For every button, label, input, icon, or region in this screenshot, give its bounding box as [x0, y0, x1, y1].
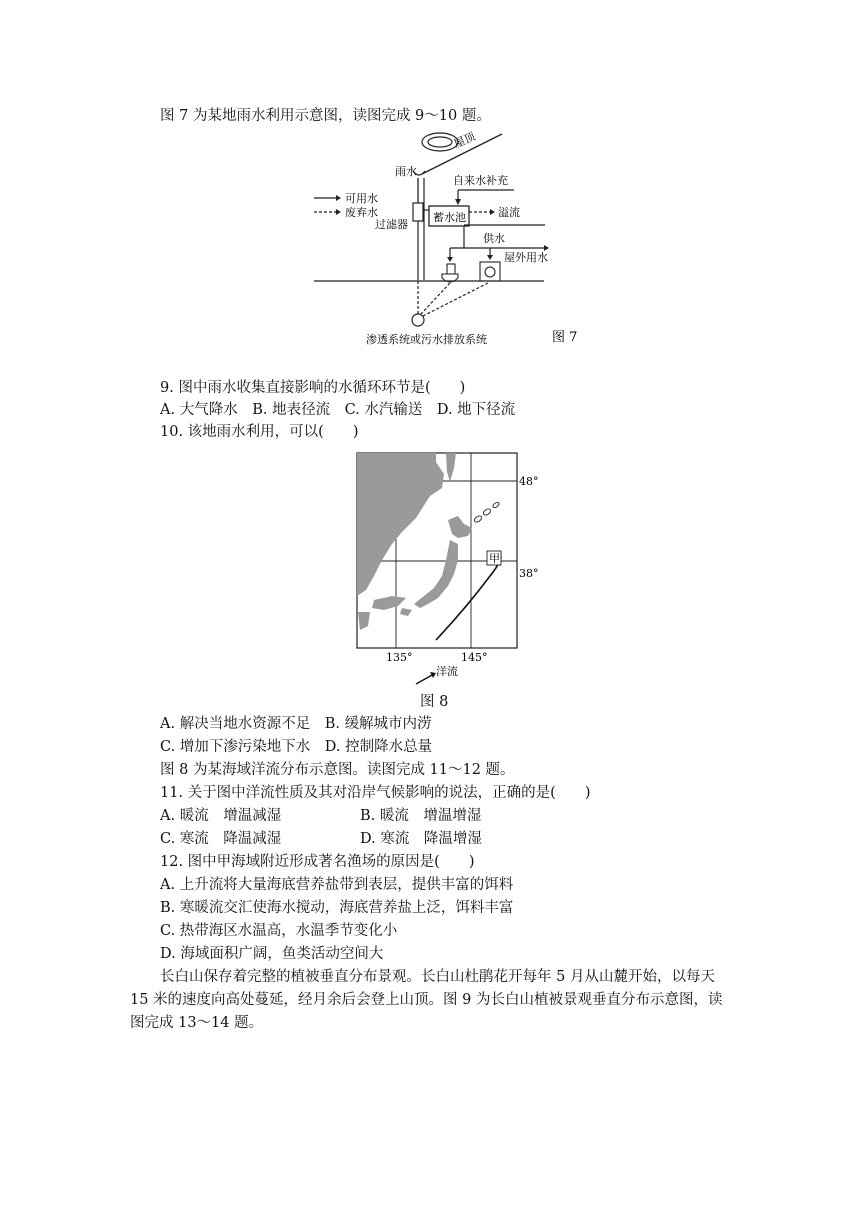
q12-option-d: D. 海域面积广阔，鱼类活动空间大 [160, 946, 384, 962]
supply-label: 供水 [483, 232, 505, 245]
intro-fig7: 图 7 为某地雨水利用示意图，读图完成 9～10 题。 [160, 108, 491, 124]
lat-48-label: 48° [519, 475, 539, 488]
q11-option-b: B. 暖流 增温增湿 [360, 808, 482, 824]
toilet-icon [442, 264, 458, 282]
outdoor-label: 屋外用水 [504, 251, 548, 264]
q10-options-line1: A. 解决当地水资源不足 B. 缓解城市内涝 [160, 716, 432, 732]
intro-fig9-line1: 长白山保存着完整的植被垂直分布景观。长白山杜鹃花开每年 5 月从山麓开始，以每天 [160, 969, 715, 985]
figure-8-caption: 图 8 [420, 694, 449, 710]
filter-label: 过滤器 [375, 218, 408, 231]
lat-38-label: 38° [519, 567, 539, 580]
legend-waste: 废弃水 [345, 206, 378, 219]
q12-option-c: C. 热带海区水温高，水温季节变化小 [160, 923, 398, 939]
intro-fig9-line3: 图完成 13～14 题。 [130, 1015, 264, 1031]
figure-7-rainwater-diagram [300, 128, 600, 354]
drain-icon [412, 314, 424, 326]
q9-stem: 9. 图中雨水收集直接影响的水循环环节是( ) [160, 380, 466, 396]
legend-current-arrow [416, 674, 434, 684]
legend-usable: 可用水 [345, 192, 378, 205]
drain-system-label: 渗透系统或污水排放系统 [366, 333, 487, 346]
q12-stem: 12. 图中甲海域附近形成著名渔场的原因是( ) [160, 854, 475, 870]
intro-fig8: 图 8 为某海域洋流分布示意图。读图完成 11～12 题。 [160, 762, 515, 778]
tap-supplement-label: 自来水补充 [453, 174, 508, 187]
lon-145-label: 145° [461, 651, 488, 664]
overflow-label: 溢流 [498, 206, 520, 219]
jia-label: 甲 [489, 552, 500, 565]
q11-option-d: D. 寒流 降温增湿 [360, 831, 482, 847]
q9-options: A. 大气降水 B. 地表径流 C. 水汽输送 D. 地下径流 [160, 402, 516, 418]
q12-option-a: A. 上升流将大量海底营养盐带到表层，提供丰富的饵料 [160, 877, 514, 893]
q10-options-line2: C. 增加下渗污染地下水 D. 控制降水总量 [160, 739, 433, 755]
q11-option-a: A. 暖流 增温减湿 [160, 808, 282, 824]
lon-135-label: 135° [386, 651, 413, 664]
q11-stem: 11. 关于图中洋流性质及其对沿岸气候影响的说法，正确的是( ) [160, 785, 591, 801]
tank-label: 蓄水池 [433, 211, 466, 224]
rain-label: 雨水 [395, 165, 417, 178]
q10-stem: 10. 该地雨水利用，可以( ) [160, 424, 359, 440]
legend-current-label: 洋流 [436, 665, 458, 678]
intro-fig9-line2: 15 米的速度向高处蔓延，经月余后会登上山顶。图 9 为长白山植被景观垂直分布示意图，读 [130, 992, 723, 1008]
q12-option-b: B. 寒暖流交汇使海水搅动，海底营养盐上泛，饵料丰富 [160, 900, 514, 916]
washing-machine-icon [480, 262, 500, 281]
figure-8-ocean-current-map [350, 448, 550, 693]
figure-7-caption: 图 7 [552, 330, 578, 345]
roof-label: 屋顶 [451, 129, 478, 151]
q11-option-c: C. 寒流 降温减湿 [160, 831, 282, 847]
filter-icon [413, 203, 423, 221]
